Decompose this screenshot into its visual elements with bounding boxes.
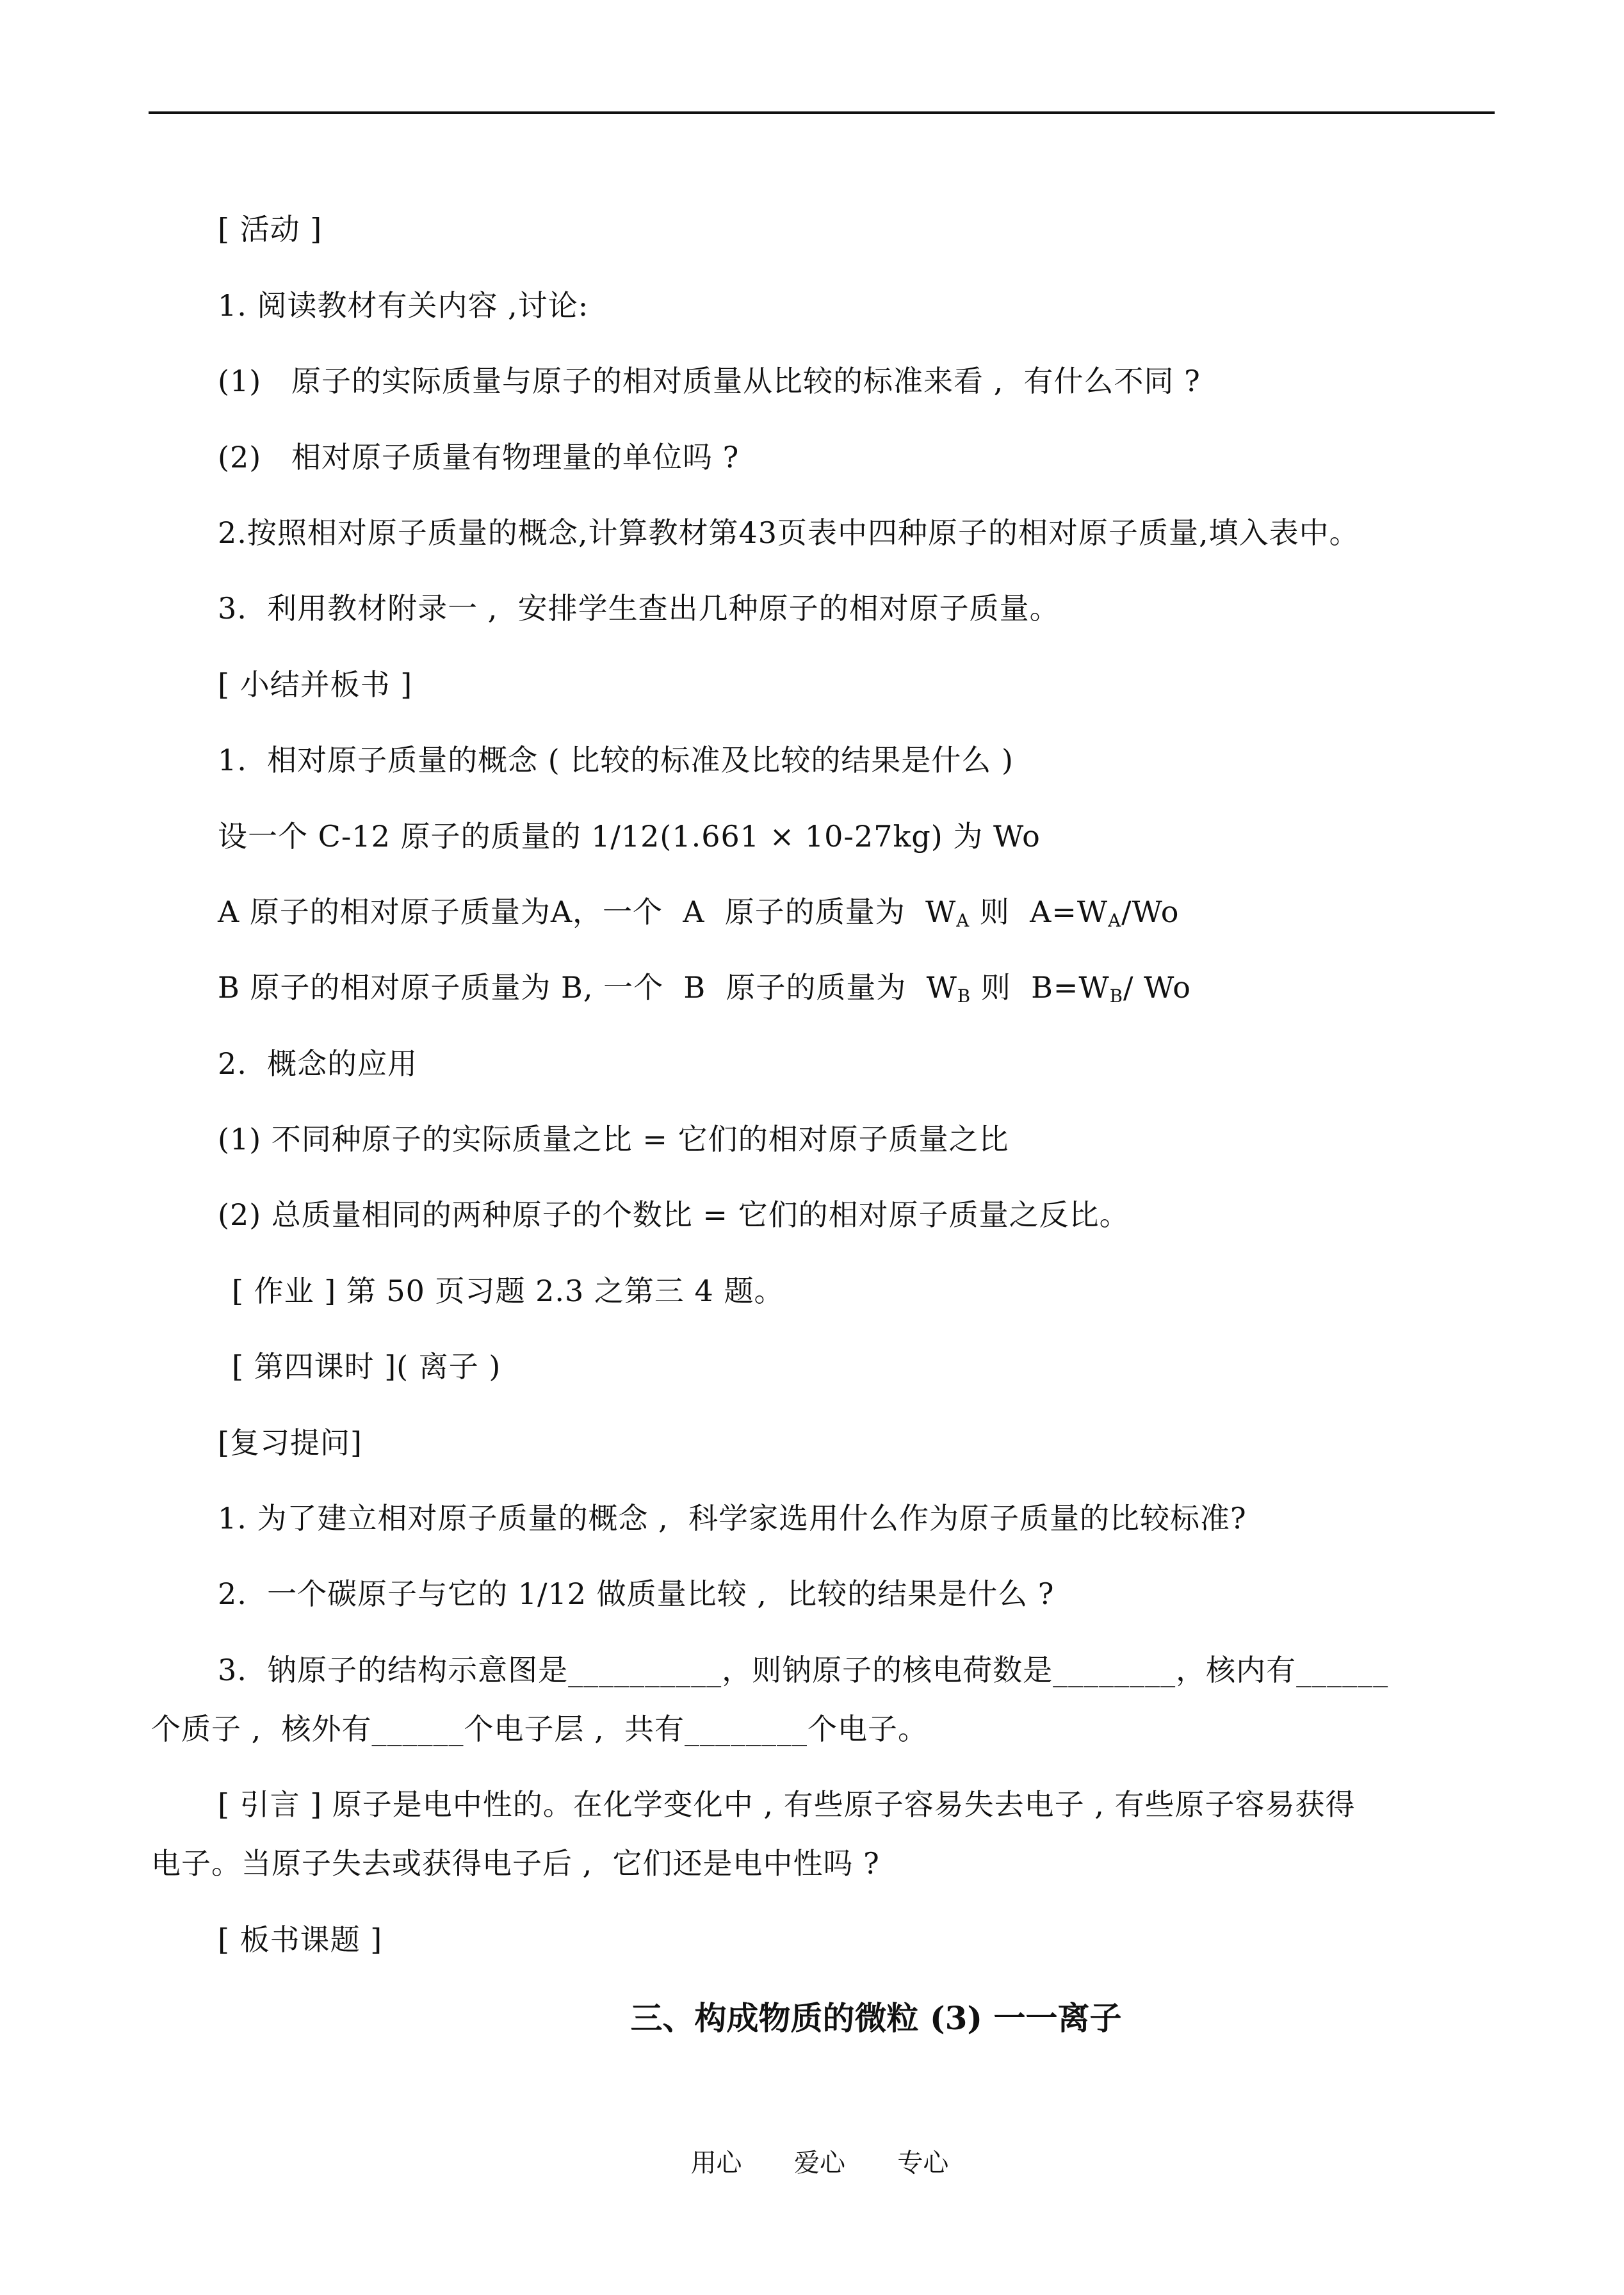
formula-a-sub1: A <box>956 909 970 931</box>
lesson-four-heading: [ 第四课时 ]( 离子 ) <box>232 1349 501 1384</box>
review-heading: [复习提问] <box>218 1425 362 1460</box>
definition-wo: 设一个 C-12 原子的质量的 1/12(1.661 × 10-27kg) 为 Wo <box>218 819 1041 854</box>
formula-b-sub1: B <box>957 985 971 1007</box>
formula-b-part3: / Wo <box>1123 970 1191 1005</box>
review-question-1: 1. 为了建立相对原子质量的概念 , 科学家选用什么作为原子质量的比较标准? <box>218 1501 1247 1536</box>
homework-line: [ 作业 ] 第 50 页习题 2.3 之第三 4 题。 <box>232 1274 784 1308</box>
formula-a <box>218 893 1179 931</box>
summary-heading: [ 小结并板书 ] <box>218 667 413 702</box>
formula-a-sub2: A <box>1108 909 1122 931</box>
application-1: (1) 不同种原子的实际质量之比 = 它们的相对原子质量之比 <box>218 1122 1009 1156</box>
section-title: 三、构成物质的微粒 (3) 一一离子 <box>630 1999 1122 2037</box>
summary-item-2: 2. 概念的应用 <box>218 1046 418 1081</box>
formula-b-sub2: B <box>1109 985 1123 1007</box>
formula-b-part2: 则 B=W <box>971 970 1110 1005</box>
summary-item-1: 1. 相对原子质量的概念 ( 比较的标准及比较的结果是什么 ) <box>218 743 1014 777</box>
formula-a-part3: /Wo <box>1121 895 1180 929</box>
review-question-2: 2. 一个碳原子与它的 1/12 做质量比较 , 比较的结果是什么 ? <box>218 1577 1055 1611</box>
review-question-3-cont: 个质子 , 核外有______个电子层 , 共有________个电子。 <box>151 1712 928 1746</box>
application-2: (2) 总质量相同的两种原子的个数比 = 它们的相对原子质量之反比。 <box>218 1197 1130 1232</box>
formula-a-part2: 则 A=W <box>970 895 1108 929</box>
discussion-question-2: (2) 相对原子质量有物理量的单位吗 ? <box>218 440 740 474</box>
review-question-3: 3. 钠原子的结构示意图是__________，则钠原子的核电荷数是________，核内有______ <box>218 1653 1389 1687</box>
formula-a-part1: A 原子的相对原子质量为A，一个 A 原子的质量为 W <box>218 895 957 929</box>
discussion-question-1: (1) 原子的实际质量与原子的相对质量从比较的标准来看 , 有什么不同 ? <box>218 364 1201 398</box>
board-topic-heading: [ 板书课题 ] <box>218 1922 383 1957</box>
formula-b <box>218 968 1191 1007</box>
intro-paragraph: [ 引言 ] 原子是电中性的。在化学变化中 , 有些原子容易失去电子 , 有些原子容易获得 <box>218 1787 1356 1822</box>
activity-item-1: 1. 阅读教材有关内容 ,讨论: <box>218 288 589 323</box>
header-rule <box>149 111 1495 114</box>
intro-paragraph-cont: 电子。当原子失去或获得电子后 , 它们还是电中性吗 ? <box>151 1846 880 1881</box>
activity-heading: [ 活动 ] <box>218 212 323 247</box>
formula-b-part1: B 原子的相对原子质量为 B, 一个 B 原子的质量为 W <box>218 970 957 1005</box>
activity-item-2: 2.按照相对原子质量的概念,计算教材第43页表中四种原子的相对原子质量,填入表中。 <box>218 515 1360 550</box>
page-footer: 用心 爱心 专心 <box>690 2148 949 2178</box>
activity-item-3: 3. 利用教材附录一 , 安排学生查出几种原子的相对原子质量。 <box>218 591 1060 626</box>
